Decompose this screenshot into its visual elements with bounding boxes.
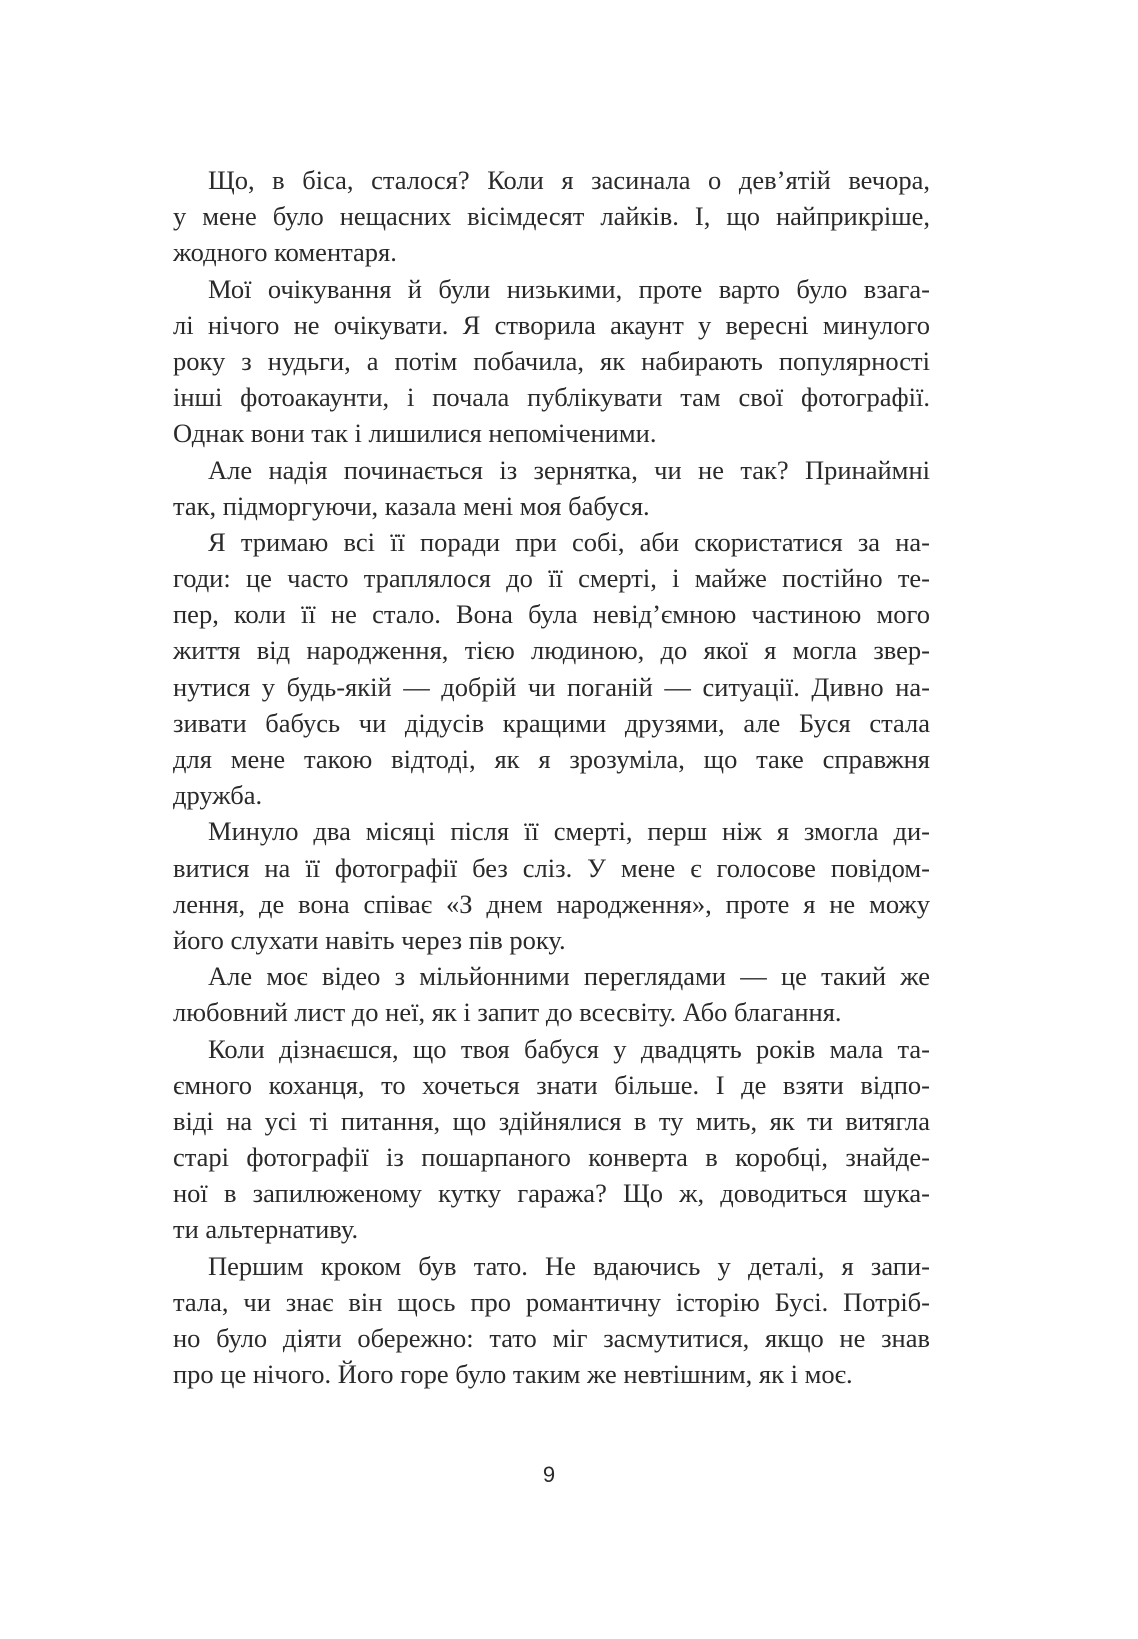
text-line: старі фотографії із пошарпаного конверта в коробці, знайде- — [173, 1142, 930, 1173]
text-line: так, підморгуючи, казала мені моя бабуся. — [173, 490, 650, 521]
text-line: витися на її фотографії без сліз. У мене є голосове повідом- — [173, 852, 930, 883]
text-line: пер, коли її не стало. Вона була невід’ємною частиною мого — [173, 599, 930, 630]
text-line: любовний лист до неї, як і запит до всесвіту. Або благання. — [173, 997, 842, 1028]
text-line: Коли дізнаєшся, що твоя бабуся у двадцять років мала та- — [208, 1033, 930, 1064]
paragraph — [173, 271, 930, 452]
text-line: но було діяти обережно: тато міг засмутитися, якщо не знав — [173, 1323, 930, 1353]
text-line: інші фотоакаунти, і почала публікувати там свої фотографії. — [173, 382, 930, 413]
paragraph — [173, 1248, 930, 1393]
text-line: лення, де вона співає «З днем народження», проте я не можу — [173, 888, 930, 919]
text-line: ємного коханця, то хочеться знати більше. І де взяти відпо- — [173, 1069, 930, 1100]
text-line: про це нічого. Його горе було таким же невтішним, як і моє. — [173, 1359, 853, 1390]
page-number: 9 — [542, 1462, 556, 1487]
text-line: дружба. — [173, 780, 263, 811]
paragraph — [173, 1031, 930, 1248]
text-line: Минуло два місяці після її смерті, перш ніж я змогла ди- — [208, 816, 930, 847]
text-line: лі нічого не очікувати. Я створила акаунт у вересні минулого — [173, 309, 930, 340]
text-line: зивати бабусь чи дідусів кращими друзями, але Буся стала — [173, 707, 930, 738]
text-line: Однак вони так і лишилися непоміченими. — [173, 418, 657, 449]
text-line: Я тримаю всі її поради при собі, аби скористатися за на- — [208, 526, 930, 557]
text-line: нутися у будь-якій — добрій чи поганій — ситуації. Дивно на- — [173, 671, 930, 702]
text-line: годи: це часто траплялося до її смерті, і майже постійно те- — [173, 563, 930, 594]
text-line: віді на усі ті питання, що здійнялися в ту мить, як ти витягла — [173, 1105, 930, 1136]
paragraph — [173, 162, 930, 271]
text-line: Першим кроком був тато. Не вдаючись у деталі, я запи- — [208, 1250, 930, 1281]
text-line: жодного коментаря. — [173, 237, 397, 268]
text-line: Але надія починається із зернятка, чи не так? Принаймні — [208, 454, 930, 485]
paragraph — [173, 958, 930, 1030]
body-text — [173, 162, 930, 1392]
text-line: тала, чи знає він щось про романтичну історію Бусі. Потріб- — [173, 1286, 930, 1317]
text-line: його слухати навіть через пів року. — [173, 924, 566, 955]
paragraph — [173, 452, 930, 524]
text-line: Але моє відео з мільйонними переглядами — це такий же — [208, 961, 930, 992]
text-line: ної в запилюженому кутку гаража? Що ж, доводиться шука- — [173, 1178, 930, 1209]
paragraph — [173, 524, 930, 814]
text-line: життя від народження, тією людиною, до якої я могла звер- — [173, 635, 930, 666]
text-line: для мене такою відтоді, як я зрозуміла, що таке справжня — [173, 744, 930, 774]
text-line: року з нудьги, а потім побачила, як набирають популярності — [173, 345, 930, 376]
text-line: у мене було нещасних вісімдесят лайків. І, що найприкріше, — [173, 201, 930, 232]
text-line: Мої очікування й були низькими, проте варто було взага- — [208, 273, 930, 304]
text-line: ти альтернативу. — [173, 1214, 359, 1245]
text-line: Що, в біса, сталося? Коли я засинала о дев’ятій вечора, — [208, 165, 930, 195]
paragraph — [173, 813, 930, 958]
